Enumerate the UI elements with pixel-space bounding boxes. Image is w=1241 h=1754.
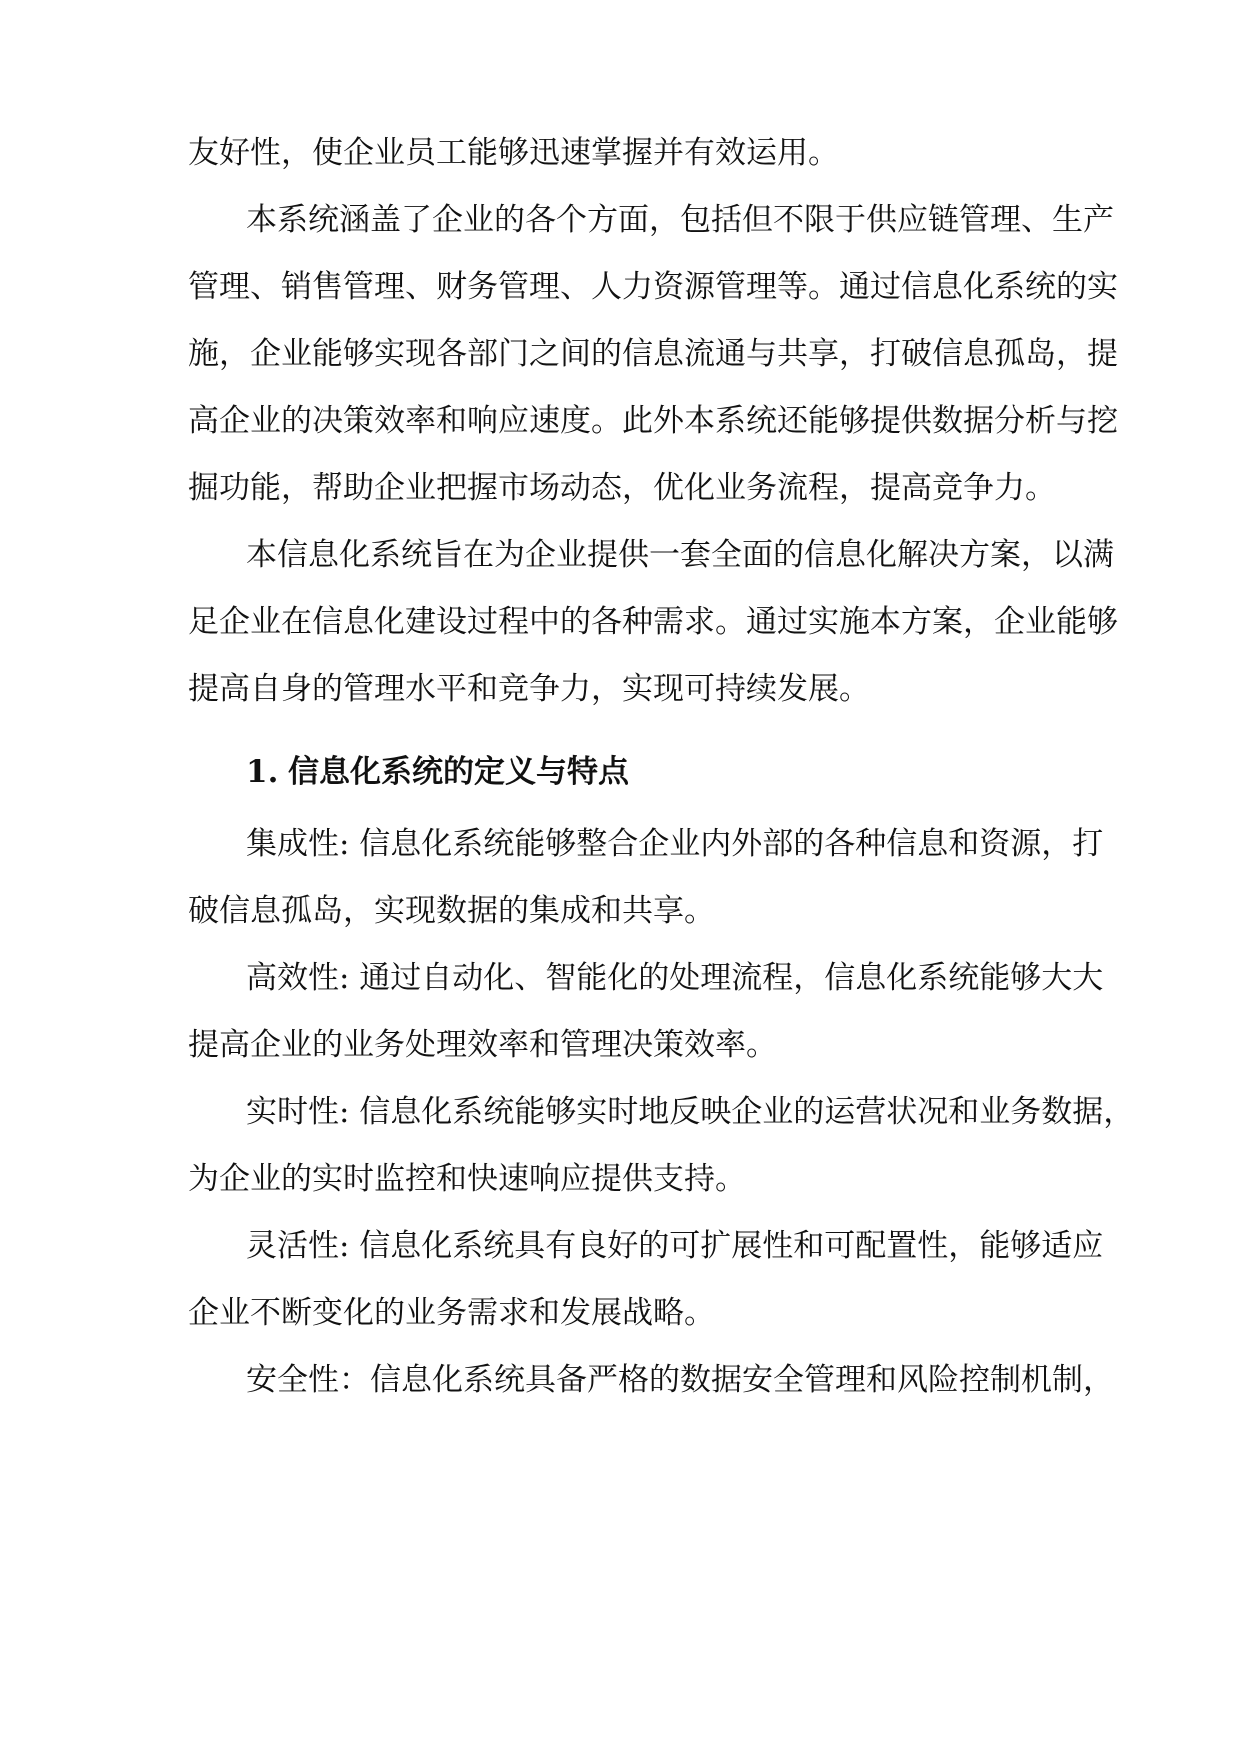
list-item-line: 为企业的实时监控和快速响应提供支持。 <box>188 1161 746 1197</box>
section-title: 信息化系统的定义与特点 <box>288 754 629 790</box>
list-item-line: 实时性: 信息化系统能够实时地反映企业的运营状况和业务数据， <box>246 1094 1135 1130</box>
paragraph-line: 管理、销售管理、财务管理、人力资源管理等。通过信息化系统的实 <box>188 269 1118 305</box>
paragraph-line: 本信息化系统旨在为企业提供一套全面的信息化解决方案，以满 <box>246 537 1114 573</box>
paragraph-line: 本系统涵盖了企业的各个方面，包括但不限于供应链管理、生产 <box>246 202 1114 238</box>
section-number: 1. <box>246 754 279 790</box>
list-item-line: 集成性: 信息化系统能够整合企业内外部的各种信息和资源，打 <box>246 826 1104 862</box>
list-item-line: 灵活性: 信息化系统具有良好的可扩展性和可配置性，能够适应 <box>246 1228 1104 1264</box>
paragraph-line: 友好性，使企业员工能够迅速掌握并有效运用。 <box>188 135 839 171</box>
list-item-line: 破信息孤岛，实现数据的集成和共享。 <box>188 893 715 929</box>
paragraph-line: 施，企业能够实现各部门之间的信息流通与共享，打破信息孤岛，提 <box>188 336 1118 372</box>
paragraph-line: 掘功能，帮助企业把握市场动态，优化业务流程，提高竞争力。 <box>188 470 1056 506</box>
paragraph-line: 提高自身的管理水平和竞争力，实现可持续发展。 <box>188 671 870 707</box>
paragraph-line: 足企业在信息化建设过程中的各种需求。通过实施本方案，企业能够 <box>188 604 1118 640</box>
list-item-line: 企业不断变化的业务需求和发展战略。 <box>188 1295 715 1331</box>
list-item-line: 提高企业的业务处理效率和管理决策效率。 <box>188 1027 777 1063</box>
section-heading <box>246 750 946 794</box>
list-item-line: 安全性：信息化系统具备严格的数据安全管理和风险控制机制， <box>246 1362 1114 1398</box>
paragraph-line: 高企业的决策效率和响应速度。此外本系统还能够提供数据分析与挖 <box>188 403 1118 439</box>
list-item-line: 高效性: 通过自动化、智能化的处理流程，信息化系统能够大大 <box>246 960 1104 996</box>
